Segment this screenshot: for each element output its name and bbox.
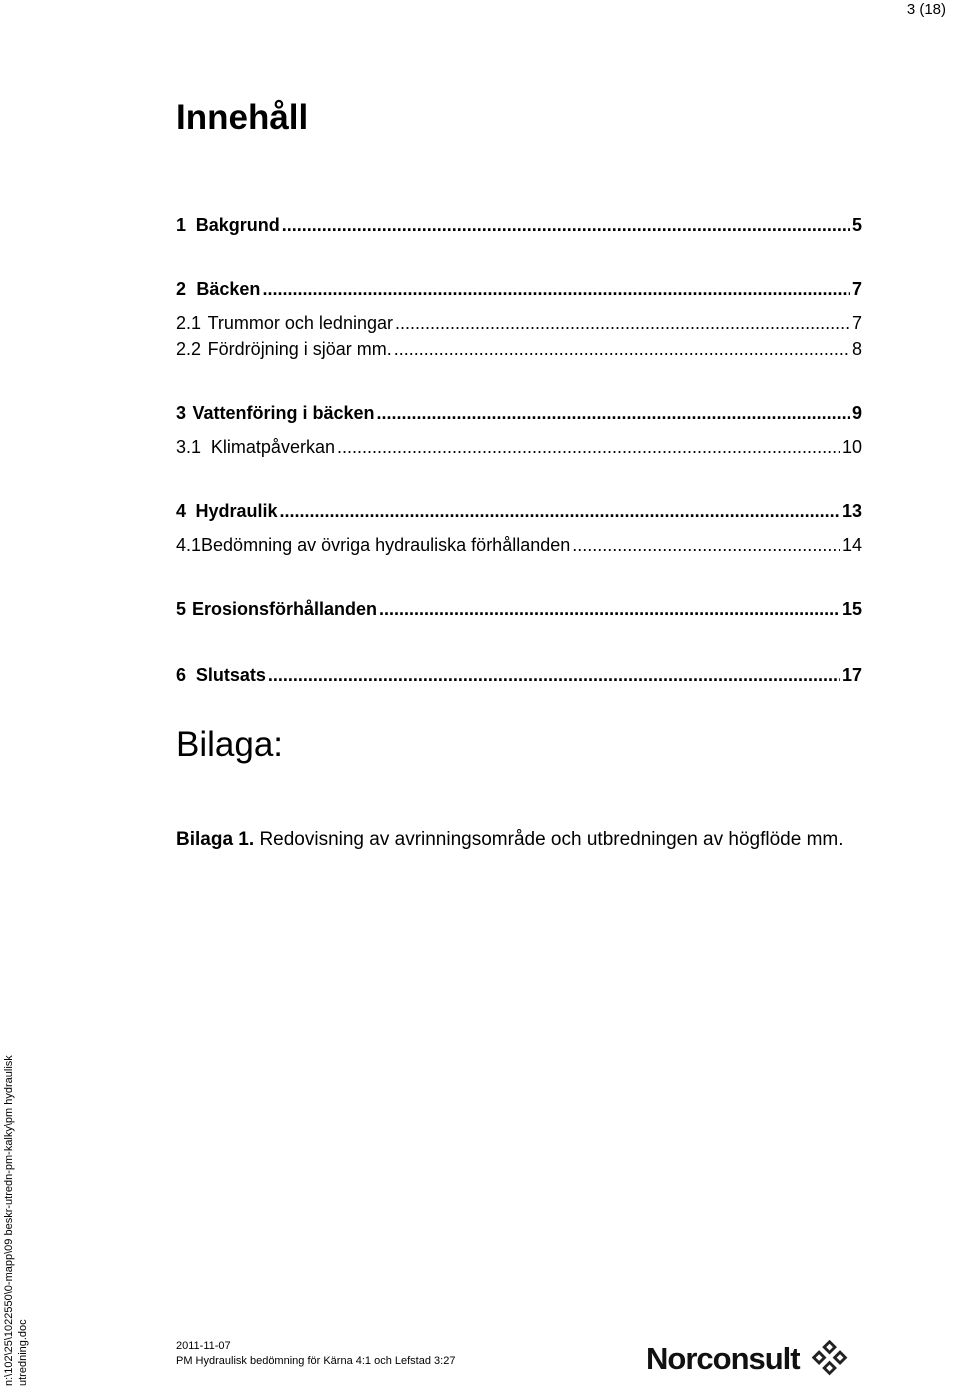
toc-page: 15 [841,599,862,619]
page-title: Innehåll [176,98,309,137]
toc-entry-6[interactable] [176,660,862,690]
toc-label: Fördröjning i sjöar mm. [207,339,392,359]
toc-entry-1[interactable] [176,210,862,240]
toc-page: 10 [841,437,862,457]
toc-number: 1 [176,215,187,235]
toc-leader-dots [268,660,840,690]
toc-leader-dots [279,496,839,526]
logo-text: Norconsult [646,1341,800,1376]
toc-label: Bedömning av övriga hydrauliska förhållanden [201,535,571,555]
page-number: 3 (18) [906,1,946,18]
appendix-entry [176,826,876,853]
toc-number: 2.2 [176,339,202,359]
toc-entry-4-1[interactable] [176,530,862,560]
toc-number: 2.1 [176,313,202,333]
toc-page: 17 [841,665,862,685]
appendix-heading: Bilaga: [176,725,284,764]
toc-page: 7 [851,313,862,333]
toc-label: Slutsats [195,665,266,685]
toc-entry-2[interactable] [176,274,862,304]
footer-document-title: PM Hydraulisk bedömning för Kärna 4:1 och Lefstad 3:27 [176,1355,456,1367]
norconsult-diamond-logo-icon [812,1340,850,1378]
toc-entry-5[interactable] [176,594,862,624]
toc-label: Vattenföring i bäcken [192,403,375,423]
toc-number: 4 [176,501,187,521]
footer-date: 2011-11-07 [176,1340,231,1352]
toc-number: 5 [176,599,187,619]
footer [176,1339,455,1369]
toc-number: 3 [176,403,187,423]
appendix-label: Bilaga 1. [176,829,255,850]
toc-page: 9 [851,403,862,423]
appendix-description: Redovisning av avrinningsområde och utbredningen av högflöde mm. [259,829,844,850]
toc-page: 7 [851,279,862,299]
toc-label: Hydraulik [195,501,278,521]
toc-number: 6 [176,665,187,685]
toc-leader-dots [379,594,840,624]
toc-number: 3.1 [176,437,202,457]
toc-leader-dots [337,432,840,462]
file-path: n:\102\25\1022550\0-mapp\09 beskr-utredn-pm-kalky\pm hydraulisk utredning.doc [3,1055,29,1386]
toc-entry-3[interactable] [176,398,862,428]
toc-leader-dots [262,274,850,304]
toc-page: 14 [841,535,862,555]
company-logo [646,1338,858,1380]
toc-entry-4[interactable] [176,496,862,526]
toc-leader-dots [394,334,850,364]
toc-page: 13 [841,501,862,521]
toc-entry-2-2[interactable] [176,334,862,364]
toc-label: Trummor och ledningar [207,313,393,333]
toc-label: Erosionsförhållanden [192,599,378,619]
toc-leader-dots [282,210,850,240]
toc-entry-3-1[interactable] [176,432,862,462]
toc-label: Klimatpåverkan [210,437,335,457]
toc-leader-dots [572,530,840,560]
toc-number: 4.1 [176,535,202,555]
toc-label: Bäcken [196,279,261,299]
toc-page: 5 [851,215,862,235]
toc-page: 8 [851,339,862,359]
toc-leader-dots [376,398,850,428]
toc-number: 2 [176,279,187,299]
toc-label: Bakgrund [195,215,280,235]
